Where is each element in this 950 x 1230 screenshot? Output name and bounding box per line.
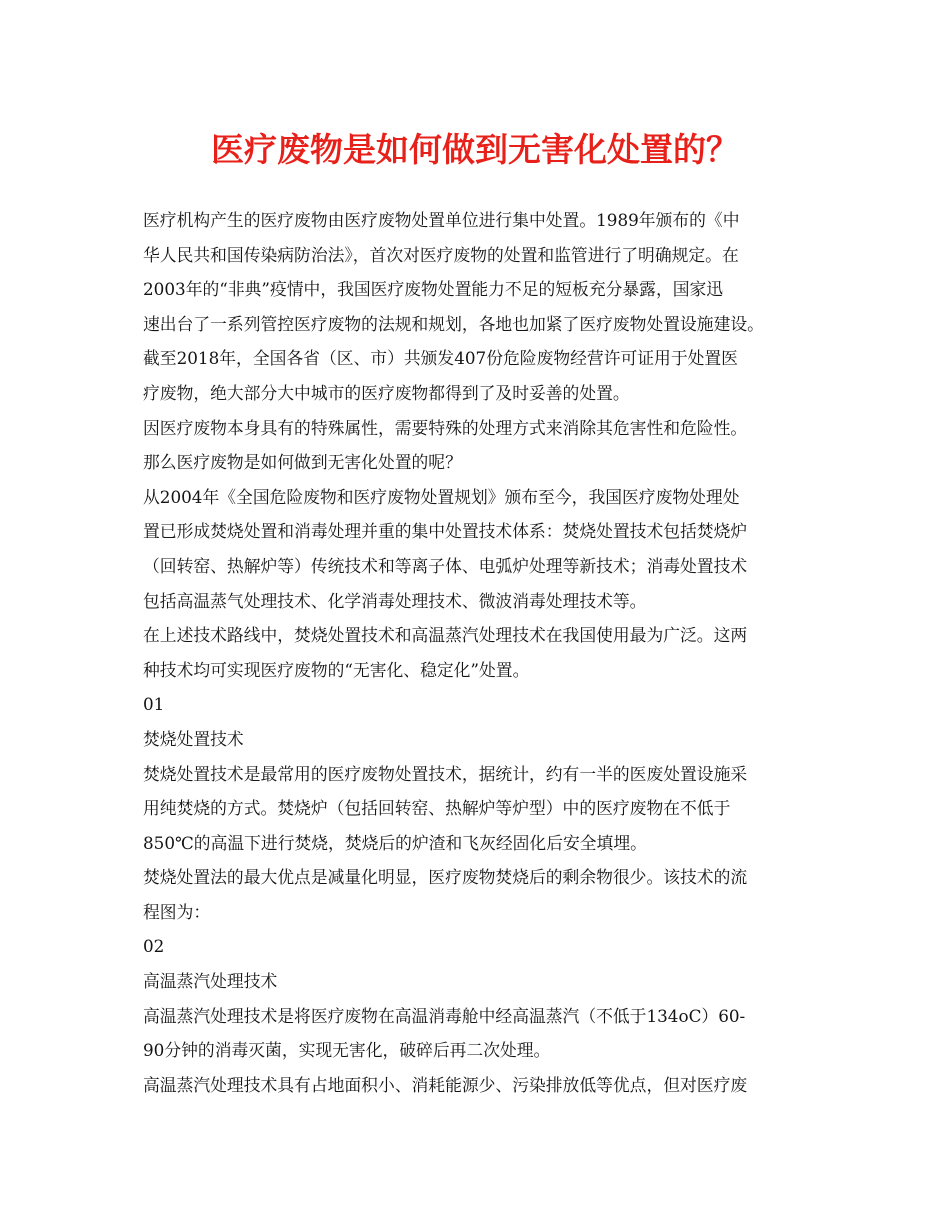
text-line: 用纯焚烧的方式。焚烧炉（包括回转窑、热解炉等炉型）中的医疗废物在不低于 [143,798,731,819]
text-line: 速出台了一系列管控医疗废物的法规和规划，各地也加紧了医疗废物处置设施建设。 [143,313,764,334]
section-heading: 焚烧处置技术 [143,728,244,749]
section-number: 01 [143,694,165,715]
text-line: 焚烧处置技术是最常用的医疗废物处置技术，据统计，约有一半的医废处置设施采 [143,763,748,784]
text-line: 因医疗废物本身具有的特殊属性，需要特殊的处理方式来消除其危害性和危险性。 [143,417,748,438]
text-line: 疗废物，绝大部分大中城市的医疗废物都得到了及时妥善的处置。 [143,382,630,403]
document-title: 医疗废物是如何做到无害化处置的？ [211,130,739,169]
text-line: 种技术均可实现医疗废物的“无害化、稳定化”处置。 [143,659,530,680]
text-line: 高温蒸汽处理技术是将医疗废物在高温消毒舱中经高温蒸汽（不低于134oC）60- [143,1005,746,1026]
text-line: 程图为： [143,901,211,922]
text-line: 焚烧处置法的最大优点是减量化明显，医疗废物焚烧后的剩余物很少。该技术的流 [143,867,748,888]
text-line: 截至2018年，全国各省（区、市）共颁发407份危险废物经营许可证用于处置医 [143,348,738,369]
text-line: 华人民共和国传染病防治法》，首次对医疗废物的处置和监管进行了明确规定。在 [143,244,739,265]
text-line: 医疗机构产生的医疗废物由医疗废物处置单位进行集中处置。1989年颁布的《中 [143,210,740,230]
text-line: 850℃的高温下进行焚烧，焚烧后的炉渣和飞灰经固化后安全填埋。 [143,832,647,853]
text-line: 90分钟的消毒灭菌，实现无害化，破碎后再二次处理。 [143,1040,551,1061]
text-line: 2003年的“非典”疫情中，我国医疗废物处置能力不足的短板充分暴露，国家迅 [143,279,724,300]
text-line: 高温蒸汽处理技术具有占地面积小、消耗能源少、污染排放低等优点，但对医疗废 [143,1074,748,1095]
text-line: （回转窑、热解炉等）传统技术和等离子体、电弧炉处理等新技术；消毒处置技术 [143,555,748,576]
text-line: 在上述技术路线中，焚烧处置技术和高温蒸汽处理技术在我国使用最为广泛。这两 [143,625,748,646]
section-heading: 高温蒸汽处理技术 [143,971,278,992]
text-line: 那么医疗废物是如何做到无害化处置的呢？ [143,452,462,473]
text-line: 置已形成焚烧处置和消毒处理并重的集中处置技术体系：焚烧处置技术包括焚烧炉 [143,521,748,542]
text-line: 包括高温蒸气处理技术、化学消毒处理技术、微波消毒处理技术等。 [143,590,647,611]
section-number: 02 [143,936,165,957]
text-line: 从2004年《全国危险废物和医疗废物处置规划》颁布至今，我国医疗废物处理处 [143,486,740,507]
document-body [143,203,815,1102]
